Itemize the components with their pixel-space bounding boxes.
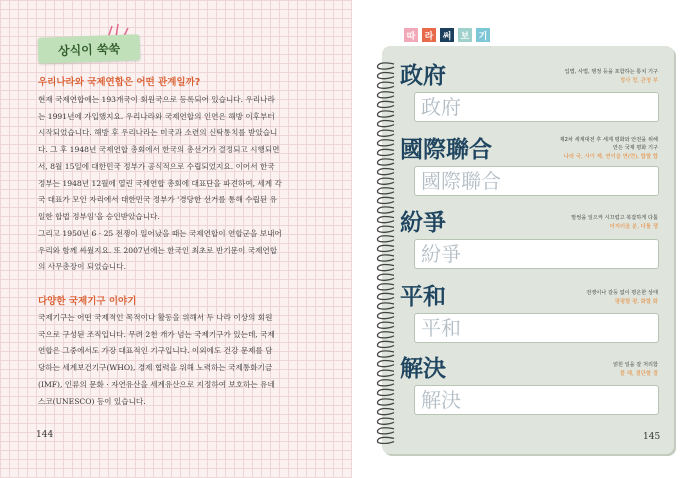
tracing-guide: 平和: [421, 316, 461, 340]
spiral-ring: [378, 418, 394, 424]
word-meaning: 얽힌 일을 잘 처리함: [612, 362, 658, 368]
spiral-ring: [378, 63, 394, 69]
vocab-entry: [396, 209, 668, 269]
word-meaning: 만든 국제 평화 기구: [612, 145, 658, 151]
word-meaning: 전쟁이나 갈등 없이 평온한 상태: [586, 290, 658, 296]
tracing-box[interactable]: [414, 92, 659, 122]
spiral-ring: [378, 313, 394, 319]
section-badge: [38, 34, 141, 64]
spiral-ring: [378, 197, 394, 203]
hanja-word: 平和: [400, 283, 446, 310]
spiral-ring: [378, 370, 394, 376]
vocab-entry: [396, 136, 668, 196]
word-meaning: 말썽을 일으켜 시끄럽고 복잡하게 다툼: [571, 215, 658, 221]
spiral-ring: [378, 188, 394, 194]
spiral-ring: [378, 428, 394, 434]
hanja-reading: 나라 국, 사이 제, 연이을 연(련), 합할 합: [563, 154, 658, 160]
hanja-word: 政府: [400, 62, 446, 89]
section-heading-un-relation: 우리나라와 국제연합은 어떤 관계일까?: [38, 77, 201, 88]
hanja-reading: 평평할 평, 화할 화: [614, 299, 658, 305]
vocab-entry: [396, 283, 668, 343]
spiral-ring: [378, 361, 394, 367]
word-meaning: 제2차 세계대전 후 세계 평화와 안전을 위해: [559, 137, 658, 143]
spiral-ring: [378, 73, 394, 79]
tracing-guide: 國際聯合: [421, 169, 501, 193]
tracing-guide: 政府: [421, 95, 461, 119]
title-tabs: [404, 28, 490, 42]
spiral-ring: [378, 255, 394, 261]
tracing-guide: 解決: [421, 388, 461, 412]
spiral-binding-icon: [374, 60, 396, 444]
spiral-ring: [378, 389, 394, 395]
vocab-entry: [396, 62, 668, 122]
spiral-ring: [378, 341, 394, 347]
tracing-box[interactable]: [414, 313, 659, 343]
hanja-reading: 어지러울 분, 다툴 쟁: [609, 224, 658, 230]
word-meaning: 입법, 사법, 행정 등을 포함하는 통치 기구: [564, 69, 658, 75]
hanja-reading: 풀 해, 결단할 결: [619, 371, 658, 377]
hanja-reading: 정사 정, 관청 부: [619, 78, 658, 84]
spiral-ring: [378, 265, 394, 271]
spiral-ring: [378, 159, 394, 165]
section-heading-intl-orgs: 다양한 국제기구 이야기: [38, 296, 137, 307]
spiral-ring: [378, 274, 394, 280]
title-tab: 보: [458, 28, 472, 42]
tracing-box[interactable]: [414, 385, 659, 415]
page-number-right: 145: [643, 432, 661, 442]
spiral-ring: [378, 236, 394, 242]
spiral-ring: [378, 332, 394, 338]
paragraph: 그리고 1950년 6 · 25 전쟁이 일어났을 때는 국제연합이 연합군을 보내어 우리와 함께 싸웠지요. 또 2007년에는 한국인 최초로 반기문이 국제연합 의 사무총장이 되었습니다.: [38, 229, 282, 272]
spiral-ring: [378, 217, 394, 223]
spiral-ring: [378, 245, 394, 251]
spiral-ring: [378, 380, 394, 386]
spiral-ring: [378, 351, 394, 357]
spiral-ring: [378, 409, 394, 415]
tracing-box[interactable]: [414, 239, 659, 269]
spiral-ring: [378, 437, 394, 443]
spiral-ring: [378, 111, 394, 117]
spiral-ring: [378, 178, 394, 184]
spiral-ring: [378, 130, 394, 136]
spiral-ring: [378, 284, 394, 290]
tracing-box[interactable]: [414, 166, 659, 196]
title-tab: 따: [404, 28, 418, 42]
hanja-word: 解決: [400, 355, 446, 382]
spiral-ring: [378, 303, 394, 309]
spiral-ring: [378, 322, 394, 328]
paragraph: 현재 국제연합에는 193개국이 회원국으로 등록되어 있습니다. 우리나라 는 1991년에 가입했지요. 우리나라와 국제연합의 인연은 해방 이후부터 시작되었습니다. 해방 후 우리나라는 미국과 소련의 신탁통치를 받았습니 다. 그 후 1948년 국제연합 총회에서 한국의 총선거가 결정되고 시행되면 서, 8월 15일에 대한민국 정부가 공식적으로 수립되었지요. 이어서 한국 정부는 1948년 12월에 열린 국제연합 총회에 대표단을 파견하여, 세계 각 국 대표가 모인 자리에서 대한민국 정부가 '경당한 선거를 통해 수립된 유 일한 합법 정부임'을 승인받았습니다.: [38, 95, 282, 221]
title-tab: 써: [440, 28, 454, 42]
section-badge-label: 상식이 쑥쑥: [57, 41, 121, 58]
spiral-ring: [378, 169, 394, 175]
spiral-ring: [378, 293, 394, 299]
spiral-ring: [378, 121, 394, 127]
spiral-ring: [378, 226, 394, 232]
spiral-ring: [378, 399, 394, 405]
hanja-word: 紛爭: [400, 209, 446, 236]
title-tab: 기: [476, 28, 490, 42]
page-number-left: 144: [36, 430, 54, 440]
spiral-ring: [378, 149, 394, 155]
spiral-ring: [378, 82, 394, 88]
tracing-guide: 紛爭: [421, 242, 461, 266]
paragraph: 국제기구는 어떤 국제적인 목적이나 활동을 위해서 두 나라 이상의 회원 국으로 구성된 조직입니다. 무려 2천 개가 넘는 국제기구가 있는데, 국제 연합은 그중에서도 가장 대표적인 기구입니다. 이외에도 건강 문제를 담 당하는 세계보건기구(WHO), 경제 협력을 위해 노력하는 국제통화기금 (IMF), 인류의 문화 · 자연유산을 세계유산으로 지정하여 보호하는 유네 스코(UNESCO) 등이 있습니다.: [38, 313, 275, 406]
vocab-entry: [396, 355, 668, 415]
spiral-ring: [378, 140, 394, 146]
spiral-ring: [378, 92, 394, 98]
spiral-ring: [378, 101, 394, 107]
hanja-word: 國際聯合: [400, 136, 492, 163]
spiral-ring: [378, 207, 394, 213]
title-tab: 라: [422, 28, 436, 42]
